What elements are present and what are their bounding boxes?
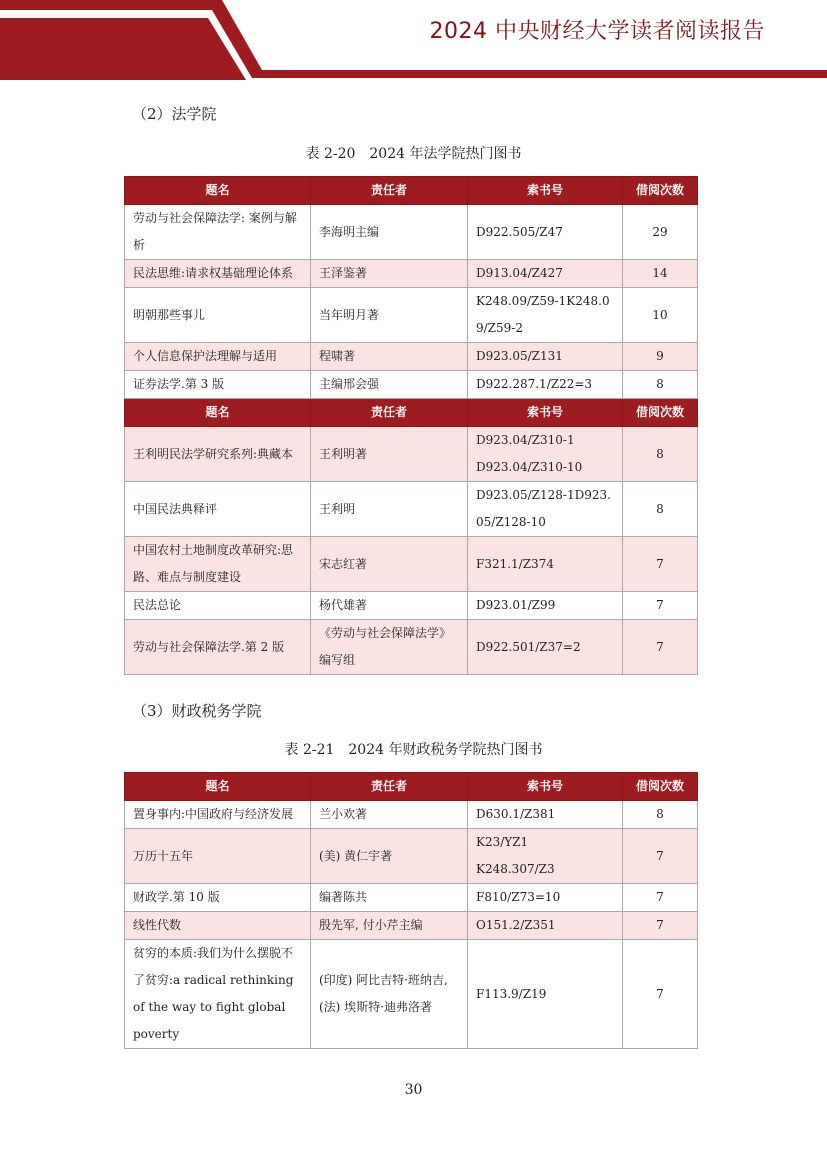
book-author: 王利明著 xyxy=(311,427,468,482)
table-row xyxy=(125,829,698,884)
book-title: 明朝那些事儿 xyxy=(125,288,311,343)
table-row xyxy=(125,537,698,592)
book-author: 兰小欢著 xyxy=(311,801,468,829)
table-header-row xyxy=(125,773,698,801)
book-borrow-count: 7 xyxy=(623,537,698,592)
col-title: 题名 xyxy=(125,177,311,205)
table-row xyxy=(125,343,698,371)
book-title: 中国农村土地制度改革研究:思路、难点与制度建设 xyxy=(125,537,311,592)
book-borrow-count: 29 xyxy=(623,205,698,260)
book-call-number: D922.501/Z37=2 xyxy=(468,620,623,675)
book-author: 当年明月著 xyxy=(311,288,468,343)
book-title: 民法总论 xyxy=(125,592,311,620)
book-call-number: D922.505/Z47 xyxy=(468,205,623,260)
col-call-number: 索书号 xyxy=(468,773,623,801)
book-author: (美) 黄仁宇著 xyxy=(311,829,468,884)
book-borrow-count: 8 xyxy=(623,801,698,829)
book-title: 线性代数 xyxy=(125,912,311,940)
col-borrow-count: 借阅次数 xyxy=(623,773,698,801)
call-number-line-2: D923.04/Z310-10 xyxy=(476,460,583,474)
table-row xyxy=(125,940,698,1049)
book-title: 王利明民法学研究系列:典藏本 xyxy=(125,427,311,482)
book-call-number: D630.1/Z381 xyxy=(468,801,623,829)
book-author: 《劳动与社会保障法学》编写组 xyxy=(311,620,468,675)
col-borrow-count: 借阅次数 xyxy=(623,177,698,205)
book-borrow-count: 7 xyxy=(623,620,698,675)
col-borrow-count: 借阅次数 xyxy=(623,399,698,427)
report-title: 2024 中央财经大学读者阅读报告 xyxy=(429,19,765,44)
book-borrow-count: 8 xyxy=(623,371,698,399)
table-row xyxy=(125,801,698,829)
table-header-row xyxy=(125,177,698,205)
book-call-number xyxy=(468,829,623,884)
book-title: 劳动与社会保障法学: 案例与解析 xyxy=(125,205,311,260)
col-title: 题名 xyxy=(125,773,311,801)
book-title: 置身事内:中国政府与经济发展 xyxy=(125,801,311,829)
book-author: 殷先军, 付小芹主编 xyxy=(311,912,468,940)
col-author: 责任者 xyxy=(311,773,468,801)
book-title: 个人信息保护法理解与适用 xyxy=(125,343,311,371)
page-header xyxy=(0,0,827,80)
col-title: 题名 xyxy=(125,399,311,427)
finance-books-table xyxy=(124,772,698,1049)
book-title: 财政学.第 10 版 xyxy=(125,884,311,912)
table-row xyxy=(125,620,698,675)
book-call-number: D923.05/Z131 xyxy=(468,343,623,371)
col-author: 责任者 xyxy=(311,177,468,205)
section-heading-law: （2）法学院 xyxy=(132,105,217,123)
book-author: 王泽鉴著 xyxy=(311,260,468,288)
table-header-row-repeat xyxy=(125,399,698,427)
book-borrow-count: 7 xyxy=(623,592,698,620)
book-borrow-count: 7 xyxy=(623,940,698,1049)
table-row xyxy=(125,205,698,260)
table-row xyxy=(125,592,698,620)
table-row xyxy=(125,912,698,940)
book-title: 民法思维:请求权基础理论体系 xyxy=(125,260,311,288)
book-borrow-count: 10 xyxy=(623,288,698,343)
book-borrow-count: 8 xyxy=(623,482,698,537)
table-caption-2-21: 表 2-21 2024 年财政税务学院热门图书 xyxy=(284,742,543,758)
table-row xyxy=(125,260,698,288)
book-title: 中国民法典释评 xyxy=(125,482,311,537)
book-borrow-count: 7 xyxy=(623,829,698,884)
book-borrow-count: 9 xyxy=(623,343,698,371)
book-call-number: F810/Z73=10 xyxy=(468,884,623,912)
book-title: 劳动与社会保障法学.第 2 版 xyxy=(125,620,311,675)
law-books-table xyxy=(124,176,698,675)
table-row xyxy=(125,427,698,482)
book-call-number: F321.1/Z374 xyxy=(468,537,623,592)
book-call-number: D913.04/Z427 xyxy=(468,260,623,288)
book-author: 宋志红著 xyxy=(311,537,468,592)
call-number-line-2: K248.307/Z3 xyxy=(476,862,555,876)
book-call-number: D922.287.1/Z22=3 xyxy=(468,371,623,399)
table-row xyxy=(125,884,698,912)
book-borrow-count: 14 xyxy=(623,260,698,288)
book-call-number: D923.05/Z128-1D923.05/Z128-10 xyxy=(468,482,623,537)
table-row xyxy=(125,371,698,399)
book-author: 杨代雄著 xyxy=(311,592,468,620)
table-row xyxy=(125,482,698,537)
book-call-number: K248.09/Z59-1K248.09/Z59-2 xyxy=(468,288,623,343)
col-call-number: 索书号 xyxy=(468,399,623,427)
book-author: 程啸著 xyxy=(311,343,468,371)
book-borrow-count: 7 xyxy=(623,884,698,912)
book-borrow-count: 8 xyxy=(623,427,698,482)
book-call-number: O151.2/Z351 xyxy=(468,912,623,940)
book-title: 证券法学.第 3 版 xyxy=(125,371,311,399)
table-caption-2-20: 表 2-20 2024 年法学院热门图书 xyxy=(305,146,522,162)
book-title: 贫穷的本质:我们为什么摆脱不了贫穷:a radical rethinking of the way to fight global poverty xyxy=(125,940,311,1049)
col-call-number: 索书号 xyxy=(468,177,623,205)
book-call-number: D923.01/Z99 xyxy=(468,592,623,620)
book-author: 王利明 xyxy=(311,482,468,537)
book-call-number: F113.9/Z19 xyxy=(468,940,623,1049)
section-heading-finance: （3）财政税务学院 xyxy=(132,702,262,720)
book-author: 主编邢会强 xyxy=(311,371,468,399)
book-call-number xyxy=(468,427,623,482)
table-row xyxy=(125,288,698,343)
col-author: 责任者 xyxy=(311,399,468,427)
call-number-line-1: D923.04/Z310-1 xyxy=(476,433,575,447)
book-author: 李海明主编 xyxy=(311,205,468,260)
book-author: (印度) 阿比吉特·班纳吉, (法) 埃斯特·迪弗洛著 xyxy=(311,940,468,1049)
page-number: 30 xyxy=(404,1082,423,1098)
book-borrow-count: 7 xyxy=(623,912,698,940)
book-author: 编著陈共 xyxy=(311,884,468,912)
call-number-line-1: K23/YZ1 xyxy=(476,835,529,849)
book-title: 万历十五年 xyxy=(125,829,311,884)
